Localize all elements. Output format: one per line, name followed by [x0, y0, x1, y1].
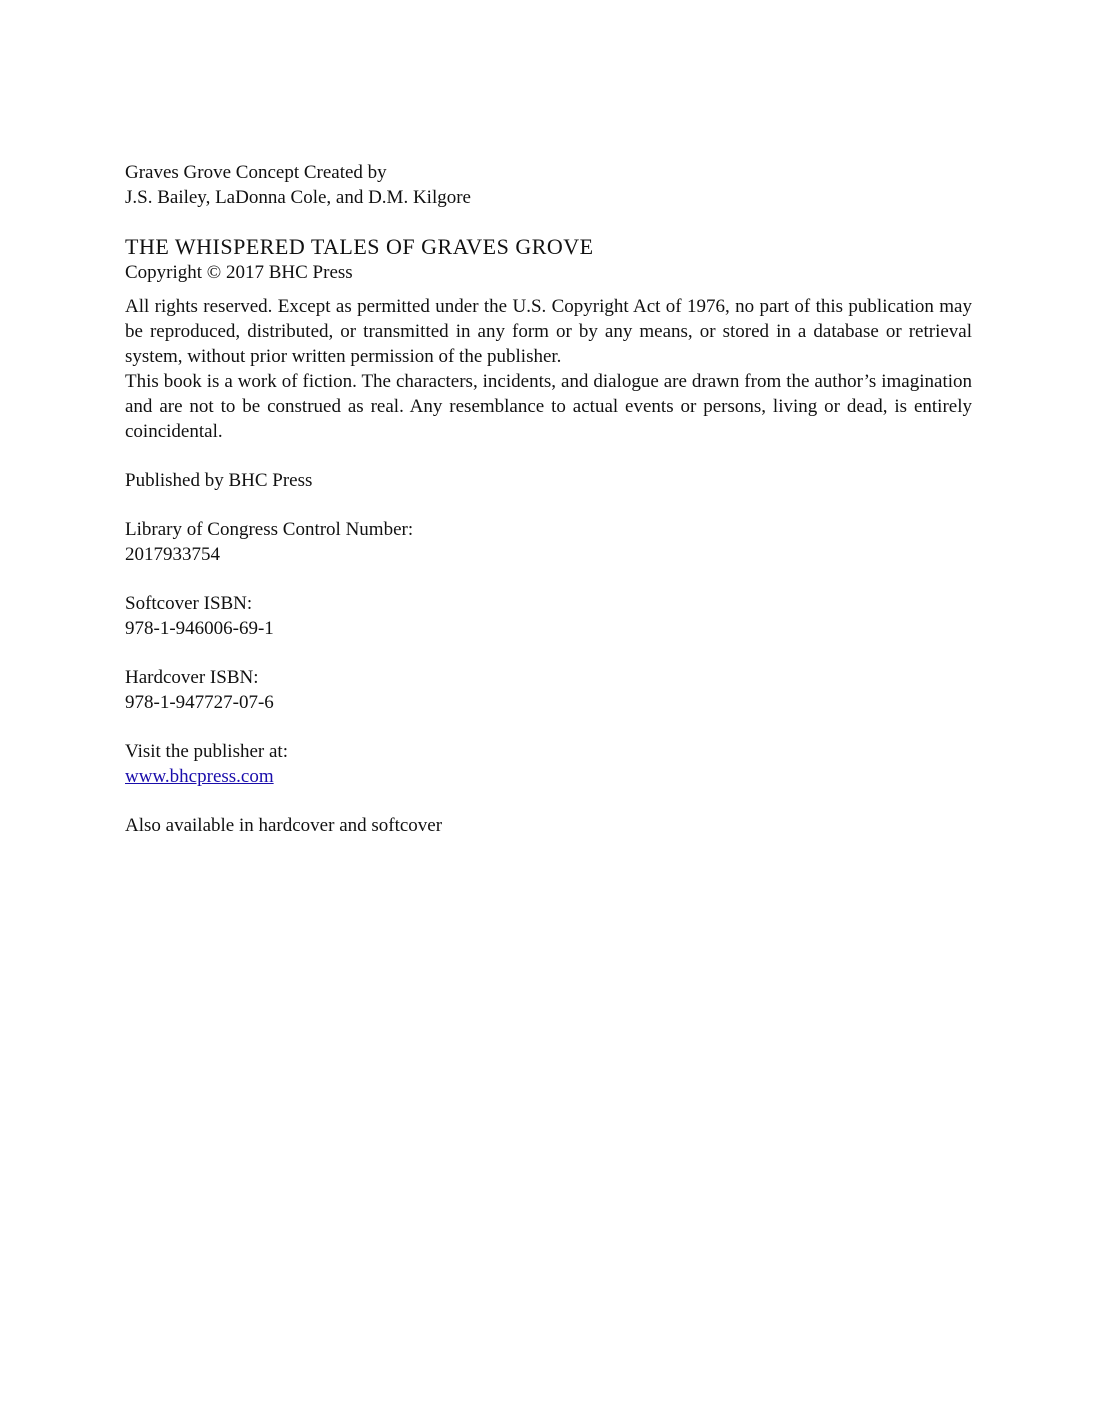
website-link-line — [125, 764, 972, 789]
softcover-isbn-label: Softcover ISBN: — [125, 593, 253, 614]
book-title: THE WHISPERED TALES OF GRAVES GROVE — [125, 234, 594, 259]
availability-note: Also available in hardcover and softcover — [125, 815, 443, 836]
publisher-website-link[interactable]: www.bhcpress.com — [125, 766, 274, 787]
availability-block — [125, 813, 972, 838]
hardcover-isbn-block — [125, 665, 972, 715]
lccn-value: 2017933754 — [125, 544, 220, 565]
fiction-disclaimer-paragraph: This book is a work of fiction. The characters, incidents, and dialogue are drawn from the author’s imagination and are not to be construed as real. Any resemblance to actual events or persons, living or dead, is entirely coincidental. — [125, 371, 972, 442]
published-by: Published by BHC Press — [125, 470, 313, 491]
copyright-notice: Copyright © 2017 BHC Press — [125, 262, 353, 283]
publisher-block — [125, 468, 972, 493]
copyright-page — [125, 160, 972, 838]
visit-label: Visit the publisher at: — [125, 741, 288, 762]
softcover-isbn-block — [125, 591, 972, 641]
hardcover-isbn-label: Hardcover ISBN: — [125, 667, 259, 688]
publisher-website-block — [125, 739, 972, 789]
softcover-isbn-value: 978-1-946006-69-1 — [125, 618, 274, 639]
concept-credits — [125, 160, 972, 210]
lccn-label: Library of Congress Control Number: — [125, 519, 414, 540]
concept-credit-line: Graves Grove Concept Created by — [125, 162, 387, 183]
concept-creators: J.S. Bailey, LaDonna Cole, and D.M. Kilgore — [125, 187, 471, 208]
lccn-block — [125, 517, 972, 567]
hardcover-isbn-value: 978-1-947727-07-6 — [125, 692, 274, 713]
rights-reserved-paragraph: All rights reserved. Except as permitted under the U.S. Copyright Act of 1976, no part of this publication may be reproduced, distributed, or transmitted in any form or by any means, or stored in a database or retrieval system, without prior written permission of the publisher. — [125, 296, 972, 367]
